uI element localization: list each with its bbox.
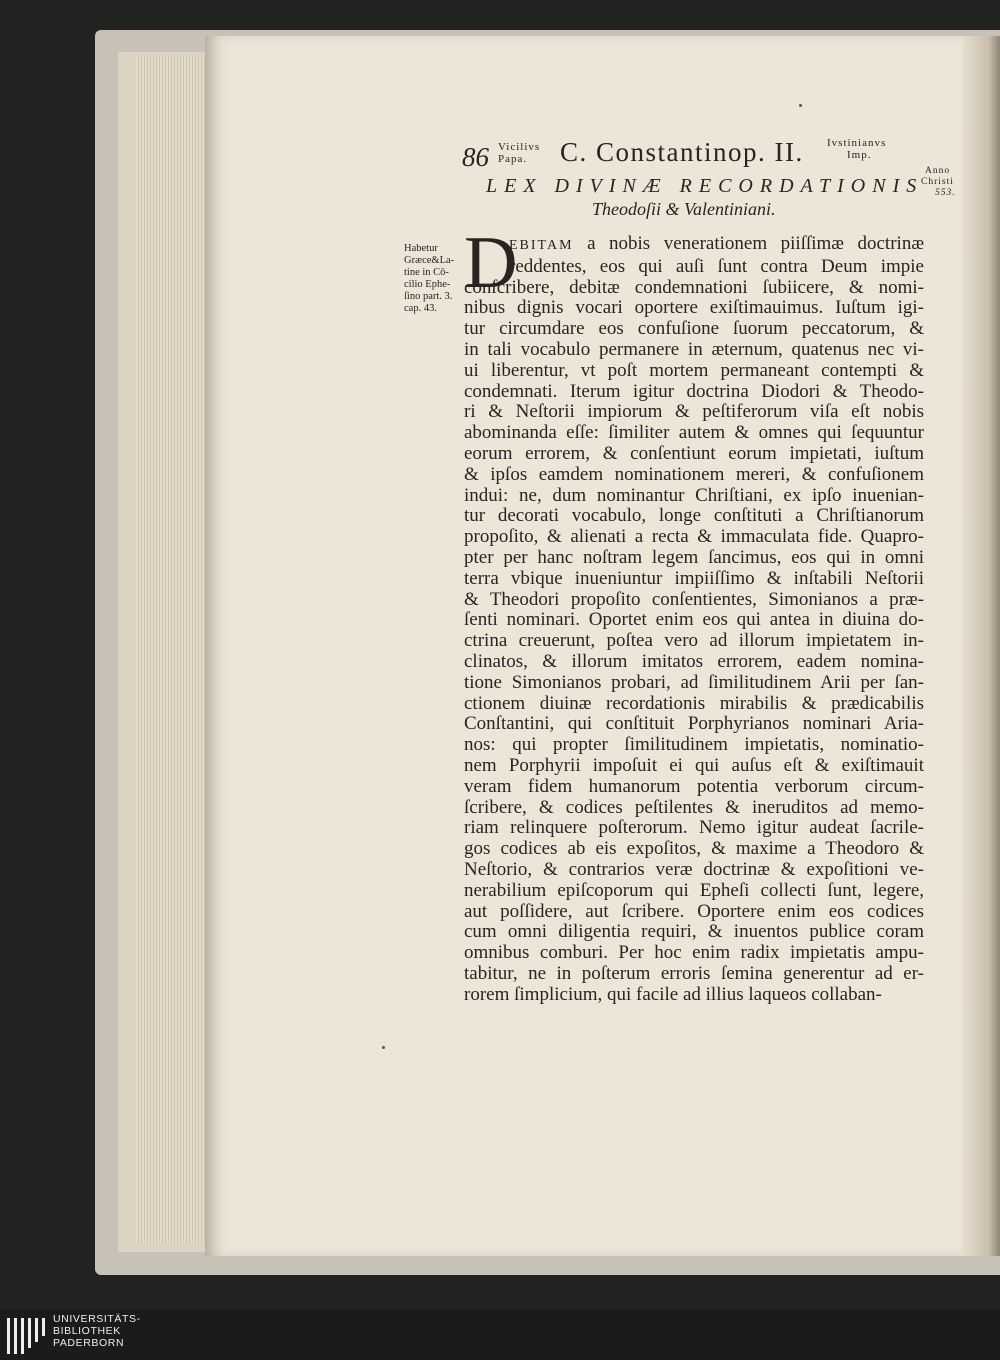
body-line: cum omni diligentia requiri, & inuentos publice coram	[464, 921, 924, 943]
speck	[382, 1046, 385, 1049]
margin-note-line: cap. 43.	[404, 303, 437, 314]
margin-note-line: cilio Ephe-	[404, 279, 451, 290]
year-note-christi: Christi	[921, 177, 954, 187]
body-line: indui: ne, dum nominantur Chriſtiani, ex ipſo inuenian-	[464, 484, 924, 506]
library-name-line: UNIVERSITÄTS-	[53, 1313, 141, 1325]
body-line: ctionem diuinæ recordationis mirabilis & prædicabilis	[464, 692, 924, 714]
body-line: riam relinquere poſterorum. Nemo igitur audeat ſacrile-	[464, 817, 924, 839]
section-subheading: Theodoſii & Valentiniani.	[592, 199, 776, 219]
body-line: & ipſos eamdem nominationem mereri, & confuſionem	[464, 463, 924, 485]
margin-note-line: tine in Cō-	[404, 267, 449, 278]
drop-cap: D	[464, 222, 518, 304]
body-line: tione Simonianos probari, ad ſimilitudinem Arii per ſan-	[464, 671, 924, 693]
body-text	[464, 234, 924, 1005]
body-line: ui liberentur, vt poſt mortem permaneant contempti &	[464, 359, 924, 381]
header-pope-title: Papa.	[498, 153, 528, 165]
library-name-line: BIBLIOTHEK	[53, 1325, 121, 1337]
body-line: aut poſſidere, aut ſcribere. Oportere enim eos codices	[464, 900, 924, 922]
first-line-text: a nobis venerationem piiſſimæ doctrinæ	[573, 233, 924, 254]
running-title: C. Constantinop. II.	[560, 137, 804, 167]
library-name-line: PADERBORN	[53, 1337, 125, 1349]
body-line: reddentes, eos qui auſi ſunt contra Deum impie	[509, 255, 924, 277]
body-line: ctrina creuerunt, poſtea vero ad illorum impietatem in-	[464, 630, 924, 652]
header-emperor-title: Imp.	[847, 149, 872, 161]
library-logo-icon	[6, 1316, 46, 1356]
page-number: 86	[462, 142, 489, 172]
body-line: tur decorati vocabulo, longe conſtituti a Chriſtianorum	[464, 505, 924, 527]
body-line: condemnati. Iterum igitur doctrina Diodori & Theodo-	[464, 380, 924, 402]
year-note-anno: Anno	[925, 166, 951, 176]
header-emperor-name: Ivstinianvs	[827, 137, 887, 149]
speck	[799, 104, 802, 107]
body-line: eorum errorem, & conſentiunt eorum impietati, iuſtum	[464, 442, 924, 464]
library-footer	[0, 1310, 1000, 1360]
header-pope-name: Vicilivs	[498, 141, 541, 153]
body-line: propoſito, & alienati a recta & immaculata fide. Quapro-	[464, 526, 924, 548]
body-line: conſcribere, debitæ condemnationi ſubiicere, & nomi-	[464, 276, 924, 298]
body-line: nem Porphyrii impoſuit ei qui auſus eſt & exiſtimauit	[464, 754, 924, 776]
body-line: Neſtorio, & contrarios veræ doctrinæ & expoſitioni ve-	[464, 858, 924, 880]
first-word-caps: EBITAM	[509, 238, 574, 253]
body-line: veram fidem humanorum potentia verborum circum-	[464, 775, 924, 797]
year-note-year: 553.	[935, 188, 956, 198]
body-line: & Theodori propoſito conſentientes, Simonianos a præ-	[464, 588, 924, 610]
body-line: omnibus comburi. Per hoc enim radix impietatis ampu-	[464, 942, 924, 964]
body-line-first	[464, 234, 924, 257]
page-gutter	[962, 36, 1000, 1256]
body-line: in tali vocabulo permanere in æternum, quatenus nec vi-	[464, 338, 924, 360]
margin-note-line: Habetur	[404, 243, 438, 254]
page-stack-edges	[136, 56, 210, 1244]
body-line: nos: qui propter ſimilitudinem impietatis, nominatio-	[464, 734, 924, 756]
body-line: nerabilium epiſcoporum qui Epheſi collecti ſunt, legere,	[464, 879, 924, 901]
body-line: ri & Neſtorii impiorum & peſtiferorum viſa eſt nobis	[464, 401, 924, 423]
body-line: nibus dignis vocari oportere exiſtimauimus. Iuſtum igi-	[464, 297, 924, 319]
body-line: pter per hanc noſtram legem ſancimus, eos qui in omni	[464, 546, 924, 568]
body-line: clinatos, & illorum imitatos errorem, eadem nomina-	[464, 650, 924, 672]
body-line: gos codices ab eis expoſitos, & maxime a Theodoro &	[464, 838, 924, 860]
header-pope	[498, 141, 540, 165]
body-line: ſcribere, & codices peſtilentes & ineruditos ad memo-	[464, 796, 924, 818]
body-line: tabitur, ne in poſterum erroris ſemina generentur ad er-	[464, 962, 924, 984]
body-line: tur circumdare eos confuſione ſuorum peccatorum, &	[464, 318, 924, 340]
margin-note-line: ſino part. 3.	[404, 291, 453, 302]
body-line: abominanda eſſe: ſimiliter autem & omnes qui ſequuntur	[464, 422, 924, 444]
margin-note	[404, 243, 464, 315]
library-name	[53, 1313, 141, 1349]
body-line: terra vbique inueniuntur impiiſſimo & inſtabili Neſtorii	[464, 567, 924, 589]
year-note	[921, 166, 956, 199]
header-emperor	[827, 137, 886, 161]
margin-note-line: Græce&La-	[404, 255, 455, 266]
body-line: Conſtantini, qui conſtituit Porphyrianos nominari Aria-	[464, 713, 924, 735]
body-line: rorem ſimplicium, qui facile ad illius laqueos collaban-	[464, 983, 882, 1005]
body-line: ſenti nominari. Oportet enim eos qui antea in diuina do-	[464, 609, 924, 631]
section-heading: LEX DIVINÆ RECORDATIONIS	[486, 175, 924, 197]
